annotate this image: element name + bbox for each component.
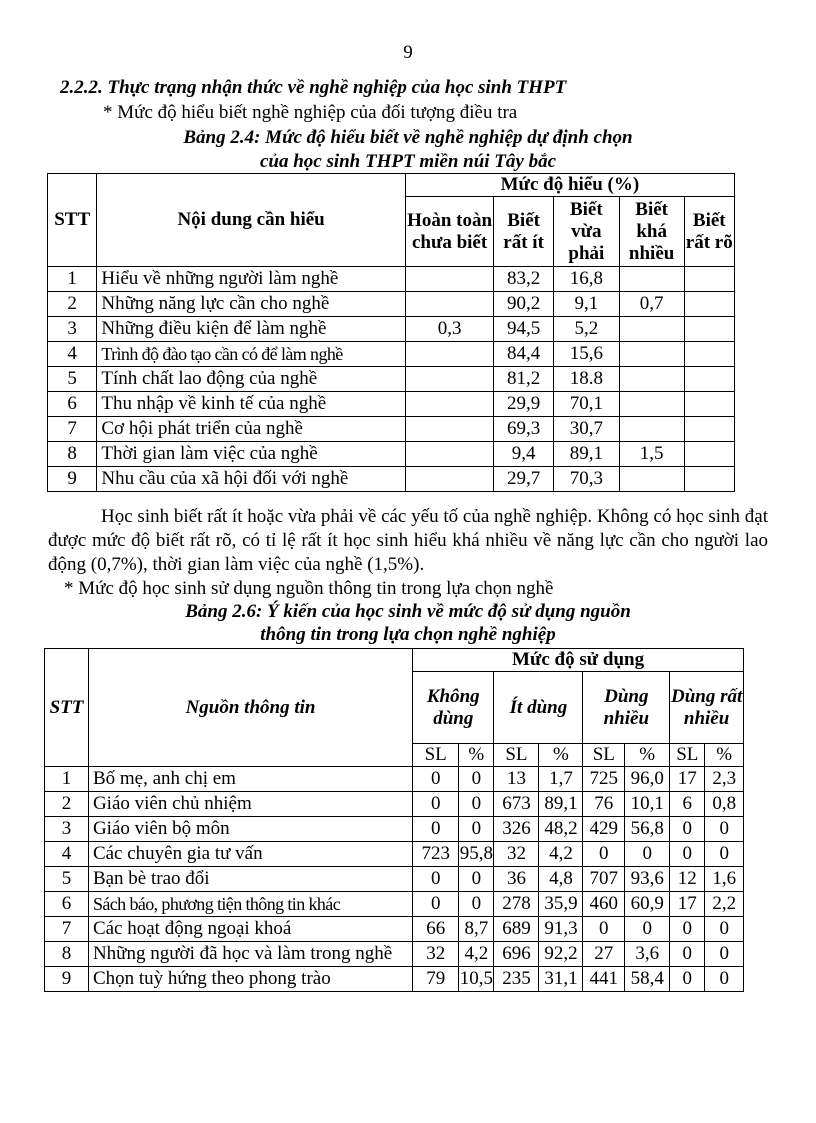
row-value: 15,6 <box>553 342 619 367</box>
table-row <box>45 967 744 992</box>
row-content: Thời gian làm việc của nghề <box>97 442 406 467</box>
row-value <box>619 267 684 292</box>
table-row <box>45 792 744 817</box>
row-stt: 1 <box>45 767 89 792</box>
table-row <box>48 317 735 342</box>
row-value <box>405 342 493 367</box>
row-value: 17 <box>670 892 705 917</box>
row-source: Các hoạt động ngoại khoá <box>88 917 412 942</box>
table2-header-stt: STT <box>45 649 89 767</box>
table-row <box>48 342 735 367</box>
row-value <box>619 417 684 442</box>
row-value: 0,8 <box>705 792 744 817</box>
row-value: 1,7 <box>539 767 583 792</box>
row-value <box>405 467 493 492</box>
row-value: 707 <box>583 867 625 892</box>
row-value <box>684 267 734 292</box>
row-value <box>405 442 493 467</box>
row-value <box>684 292 734 317</box>
row-value: 90,2 <box>494 292 554 317</box>
row-value: 95,8 <box>459 842 494 867</box>
row-source: Các chuyên gia tư vấn <box>88 842 412 867</box>
table-row <box>45 942 744 967</box>
row-value: 0 <box>705 967 744 992</box>
row-value: 93,6 <box>625 867 670 892</box>
row-value: 10,5 <box>459 967 494 992</box>
row-stt: 3 <box>48 317 97 342</box>
row-value: 0 <box>413 817 459 842</box>
row-source: Sách báo, phương tiện thông tin khác <box>88 892 412 917</box>
row-value: 0,7 <box>619 292 684 317</box>
row-value: 16,8 <box>553 267 619 292</box>
row-value: 278 <box>494 892 539 917</box>
row-value: 89,1 <box>553 442 619 467</box>
row-value: 1,5 <box>619 442 684 467</box>
row-source: Chọn tuỳ hứng theo phong trào <box>88 967 412 992</box>
row-value: 36 <box>494 867 539 892</box>
row-value: 18.8 <box>553 367 619 392</box>
analysis-paragraph <box>48 505 768 577</box>
table-row <box>48 442 735 467</box>
row-value: 673 <box>494 792 539 817</box>
row-value: 60,9 <box>625 892 670 917</box>
row-value: 0 <box>670 842 705 867</box>
row-value: 81,2 <box>494 367 554 392</box>
row-value: 56,8 <box>625 817 670 842</box>
row-value: 326 <box>494 817 539 842</box>
table-row <box>48 467 735 492</box>
row-value: 0 <box>413 867 459 892</box>
row-value: 0 <box>413 792 459 817</box>
row-value: 32 <box>494 842 539 867</box>
row-value <box>684 342 734 367</box>
table2-pct-header: % <box>705 744 744 767</box>
table2-level-3: Dùng nhiều <box>583 672 670 744</box>
row-value: 0 <box>459 792 494 817</box>
row-value <box>619 367 684 392</box>
table-row <box>48 417 735 442</box>
table-row <box>45 767 744 792</box>
row-value: 6 <box>670 792 705 817</box>
row-value <box>684 467 734 492</box>
row-value: 12 <box>670 867 705 892</box>
row-value: 0 <box>670 942 705 967</box>
row-value <box>619 317 684 342</box>
row-value <box>684 442 734 467</box>
analysis-paragraph-text: Học sinh biết rất ít hoặc vừa phải về các yếu tố của nghề nghiệp. Không có học sinh đạt được mức độ biết rất rõ, có tỉ lệ rất ít học sinh hiểu khá nhiều về năng lực cần cho người lao động (0,7%), thời gian làm việc của nghề (1,5%). <box>48 506 768 575</box>
row-value: 0 <box>705 942 744 967</box>
row-value: 429 <box>583 817 625 842</box>
table1-header-group: Mức độ hiểu (%) <box>405 174 734 197</box>
table1-level-5: Biết rất rõ <box>684 197 734 267</box>
row-stt: 9 <box>48 467 97 492</box>
row-stt: 6 <box>48 392 97 417</box>
row-value <box>405 367 493 392</box>
row-value: 91,3 <box>539 917 583 942</box>
row-value <box>405 392 493 417</box>
table-row <box>45 817 744 842</box>
row-value: 0 <box>670 917 705 942</box>
table-row <box>45 842 744 867</box>
row-value: 696 <box>494 942 539 967</box>
table2-sl-header: SL <box>494 744 539 767</box>
table-row <box>48 392 735 417</box>
row-value: 0 <box>625 842 670 867</box>
table-row <box>48 267 735 292</box>
section-heading: 2.2.2. Thực trạng nhận thức về nghề nghiệp của học sinh THPT <box>60 77 567 98</box>
info-source-table <box>44 648 744 992</box>
table1-header-content: Nội dung cần hiểu <box>97 174 406 267</box>
page-number: 9 <box>403 42 413 63</box>
row-value: 441 <box>583 967 625 992</box>
row-value <box>619 392 684 417</box>
table2-pct-header: % <box>625 744 670 767</box>
row-value <box>684 367 734 392</box>
row-value: 96,0 <box>625 767 670 792</box>
table-row <box>48 292 735 317</box>
row-value: 4,2 <box>539 842 583 867</box>
row-content: Những năng lực cần cho nghề <box>97 292 406 317</box>
row-value: 30,7 <box>553 417 619 442</box>
row-value: 8,7 <box>459 917 494 942</box>
table1-level-3: Biết vừa phải <box>553 197 619 267</box>
row-value: 460 <box>583 892 625 917</box>
table-row <box>45 867 744 892</box>
row-value: 70,3 <box>553 467 619 492</box>
row-value: 3,6 <box>625 942 670 967</box>
table2-sl-header: SL <box>583 744 625 767</box>
table1-level-4: Biết khá nhiều <box>619 197 684 267</box>
row-value <box>684 392 734 417</box>
row-stt: 8 <box>48 442 97 467</box>
row-value: 0 <box>705 917 744 942</box>
row-value: 89,1 <box>539 792 583 817</box>
row-value: 10,1 <box>625 792 670 817</box>
row-content: Hiểu về những người làm nghề <box>97 267 406 292</box>
table1-header-stt: STT <box>48 174 97 267</box>
row-source: Bố mẹ, anh chị em <box>88 767 412 792</box>
subheading-info-sources: * Mức độ học sinh sử dụng nguồn thông tin trong lựa chọn nghề <box>64 578 554 599</box>
table2-header-source: Nguồn thông tin <box>88 649 412 767</box>
row-value: 0 <box>459 892 494 917</box>
row-value: 9,1 <box>553 292 619 317</box>
row-value: 723 <box>413 842 459 867</box>
row-value: 0 <box>625 917 670 942</box>
row-value: 0 <box>705 817 744 842</box>
table2-header-group: Mức độ sử dụng <box>413 649 744 672</box>
row-source: Giáo viên bộ môn <box>88 817 412 842</box>
row-value: 31,1 <box>539 967 583 992</box>
row-stt: 4 <box>45 842 89 867</box>
row-value: 0 <box>583 842 625 867</box>
table1-caption-line1: Bảng 2.4: Mức độ hiểu biết về nghề nghiệp dự định chọn <box>183 127 633 148</box>
row-stt: 1 <box>48 267 97 292</box>
table2-caption-line2: thông tin trong lựa chọn nghề nghiệp <box>260 624 556 645</box>
row-source: Giáo viên chủ nhiệm <box>88 792 412 817</box>
row-value: 0 <box>413 767 459 792</box>
table1-level-2: Biết rất ít <box>494 197 554 267</box>
row-value <box>405 267 493 292</box>
row-value: 48,2 <box>539 817 583 842</box>
row-stt: 9 <box>45 967 89 992</box>
row-content: Những điều kiện để làm nghề <box>97 317 406 342</box>
subheading-understanding: * Mức độ hiểu biết nghề nghiệp của đối tượng điều tra <box>103 102 518 123</box>
table2-sl-header: SL <box>670 744 705 767</box>
row-stt: 6 <box>45 892 89 917</box>
row-value <box>619 467 684 492</box>
row-value: 235 <box>494 967 539 992</box>
row-value: 4,2 <box>459 942 494 967</box>
row-value: 0 <box>459 817 494 842</box>
row-value <box>684 317 734 342</box>
row-stt: 5 <box>48 367 97 392</box>
table2-pct-header: % <box>459 744 494 767</box>
row-value: 725 <box>583 767 625 792</box>
row-value: 0,3 <box>405 317 493 342</box>
row-content: Thu nhập về kinh tế của nghề <box>97 392 406 417</box>
row-value: 69,3 <box>494 417 554 442</box>
row-stt: 7 <box>48 417 97 442</box>
row-value: 5,2 <box>553 317 619 342</box>
row-value <box>684 417 734 442</box>
row-value: 4,8 <box>539 867 583 892</box>
row-content: Trình độ đào tạo cần có để làm nghề <box>97 342 406 367</box>
row-stt: 4 <box>48 342 97 367</box>
row-value: 0 <box>670 817 705 842</box>
row-value: 76 <box>583 792 625 817</box>
row-stt: 3 <box>45 817 89 842</box>
table2-level-4: Dùng rất nhiều <box>670 672 744 744</box>
row-content: Nhu cầu của xã hội đối với nghề <box>97 467 406 492</box>
row-value: 92,2 <box>539 942 583 967</box>
row-value: 32 <box>413 942 459 967</box>
row-stt: 2 <box>48 292 97 317</box>
row-value: 35,9 <box>539 892 583 917</box>
row-value: 1,6 <box>705 867 744 892</box>
row-value: 27 <box>583 942 625 967</box>
row-value: 17 <box>670 767 705 792</box>
understanding-table <box>47 173 735 492</box>
row-value: 2,2 <box>705 892 744 917</box>
row-source: Những người đã học và làm trong nghề <box>88 942 412 967</box>
table-row <box>48 367 735 392</box>
row-value: 79 <box>413 967 459 992</box>
row-value: 13 <box>494 767 539 792</box>
row-value <box>405 292 493 317</box>
table1-level-1: Hoàn toàn chưa biết <box>405 197 493 267</box>
row-stt: 7 <box>45 917 89 942</box>
row-value: 0 <box>413 892 459 917</box>
row-source: Bạn bè trao đổi <box>88 867 412 892</box>
table2-level-2: Ít dùng <box>494 672 583 744</box>
row-stt: 8 <box>45 942 89 967</box>
row-value: 66 <box>413 917 459 942</box>
row-value <box>405 417 493 442</box>
row-value: 0 <box>670 967 705 992</box>
row-value: 689 <box>494 917 539 942</box>
row-value: 84,4 <box>494 342 554 367</box>
row-value: 0 <box>459 767 494 792</box>
table2-sl-header: SL <box>413 744 459 767</box>
row-value: 70,1 <box>553 392 619 417</box>
row-value: 29,9 <box>494 392 554 417</box>
row-content: Tính chất lao động của nghề <box>97 367 406 392</box>
table2-pct-header: % <box>539 744 583 767</box>
row-value: 94,5 <box>494 317 554 342</box>
row-value: 9,4 <box>494 442 554 467</box>
row-value: 29,7 <box>494 467 554 492</box>
table2-level-1: Không dùng <box>413 672 494 744</box>
row-stt: 2 <box>45 792 89 817</box>
row-content: Cơ hội phát triển của nghề <box>97 417 406 442</box>
table1-caption-line2: của học sinh THPT miền núi Tây bắc <box>259 151 557 172</box>
row-value: 2,3 <box>705 767 744 792</box>
row-value: 0 <box>705 842 744 867</box>
table-row <box>45 892 744 917</box>
row-value: 0 <box>459 867 494 892</box>
row-value: 83,2 <box>494 267 554 292</box>
row-stt: 5 <box>45 867 89 892</box>
table-row <box>45 917 744 942</box>
row-value: 58,4 <box>625 967 670 992</box>
table2-caption-line1: Bảng 2.6: Ý kiến của học sinh về mức độ sử dụng nguồn <box>185 601 631 622</box>
row-value: 0 <box>583 917 625 942</box>
row-value <box>619 342 684 367</box>
